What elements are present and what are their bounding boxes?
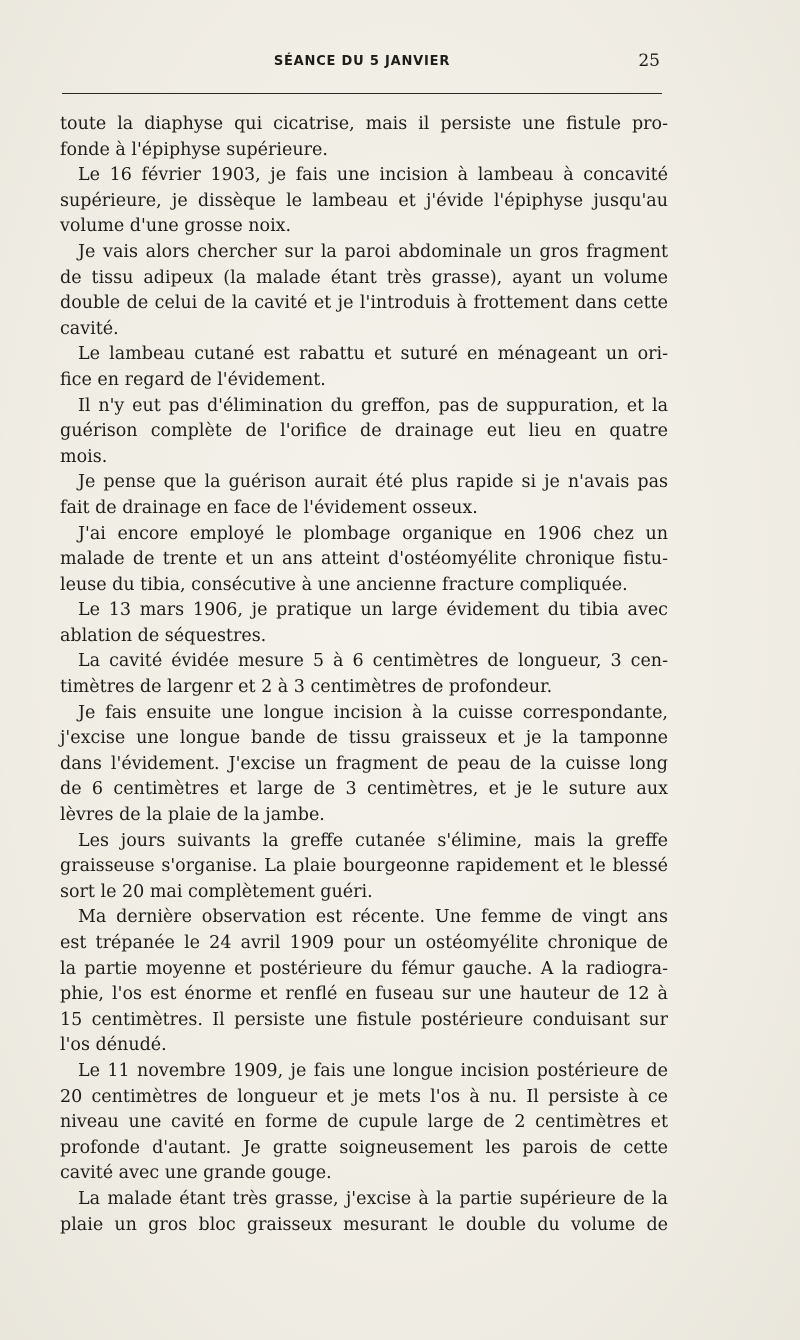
text-line: phie, l'os est énorme et renflé en fuseau sur une hauteur de 12 à [60,984,668,1005]
text-line: Ma dernière observation est récente. Une femme de vingt ans [78,907,668,928]
text-line: leuse du tibia, consécutive à une ancienne fracture compliquée. [60,574,628,595]
text-line: timètres de largenr et 2 à 3 centimètres de profondeur. [60,677,553,698]
text-line: cavité avec une grande gouge. [60,1163,332,1184]
text-line: Je vais alors chercher sur la paroi abdominale un gros fragment [78,241,668,262]
text-line: profonde d'autant. Je gratte soigneusement les parois de cette [60,1137,668,1158]
header-rule [62,93,662,94]
text-line: 20 centimètres de longueur et je mets l'os à nu. Il persiste à ce [60,1086,668,1107]
text-line: Le 13 mars 1906, je pratique un large évidement du tibia avec [78,600,668,621]
text-line: J'ai encore employé le plombage organique en 1906 chez un [78,523,668,544]
text-line: l'os dénudé. [60,1035,167,1056]
text-line: fait de drainage en face de l'évidement osseux. [60,497,478,518]
body-text [60,112,668,1238]
text-line: la partie moyenne et postérieure du fémur gauche. A la radiogra- [60,958,668,979]
text-line: dans l'évidement. J'excise un fragment de peau de la cuisse long [60,753,668,774]
text-line: niveau une cavité en forme de cupule large de 2 centimètres et [60,1112,668,1133]
text-line: Je fais ensuite une longue incision à la cuisse correspondante, [78,702,668,723]
text-line: sort le 20 mai complètement guéri. [60,881,373,902]
text-line: cavité. [60,318,119,339]
text-line: Je pense que la guérison aurait été plus rapide si je n'avais pas [78,472,668,493]
text-line: Le 11 novembre 1909, je fais une longue incision postérieure de [78,1060,668,1081]
text-line: double de celui de la cavité et je l'introduis à frottement dans cette [60,293,668,314]
text-line: La cavité évidée mesure 5 à 6 centimètres de longueur, 3 cen- [78,651,668,672]
running-head: SÉANCE DU 5 JANVIER [273,54,451,69]
text-line: plaie un gros bloc graisseux mesurant le double du volume de [60,1214,668,1235]
text-line: fonde à l'épiphyse supérieure. [60,139,328,160]
text-line: ablation de séquestres. [60,625,267,646]
text-line: est trépanée le 24 avril 1909 pour un ostéomyélite chronique de [60,933,668,953]
text-line: Il n'y eut pas d'élimination du greffon, pas de suppuration, et la [78,395,668,416]
text-line: j'excise une longue bande de tissu graisseux et je la tamponne [60,728,668,749]
text-line: volume d'une grosse noix. [60,216,292,237]
text-line: 15 centimètres. Il persiste une fistule postérieure conduisant sur [60,1009,668,1030]
text-line: lèvres de la plaie de la jambe. [60,805,325,826]
text-line: fice en regard de l'évidement. [60,369,326,390]
text-line: graisseuse s'organise. La plaie bourgeonne rapidement et le blessé [60,856,668,877]
text-line: toute la diaphyse qui cicatrise, mais il persiste une fistule pro- [60,114,668,134]
page-number: 25 [638,51,660,71]
text-line: mois. [60,446,108,467]
text-line: de 6 centimètres et large de 3 centimètres, et je le suture aux [60,779,668,800]
text-line: La malade étant très grasse, j'excise à la partie supérieure de la [78,1188,668,1209]
text-line: Le 16 février 1903, je fais une incision à lambeau à concavité [78,165,668,186]
page-header [62,50,662,74]
text-line: Le lambeau cutané est rabattu et suturé en ménageant un ori- [78,344,668,365]
text-line: de tissu adipeux (la malade étant très grasse), ayant un volume [60,267,668,288]
text-line: guérison complète de l'orifice de drainage eut lieu en quatre [60,421,668,442]
text-line: Les jours suivants la greffe cutanée s'élimine, mais la greffe [78,830,668,851]
text-line: supérieure, je dissèque le lambeau et j'évide l'épiphyse jusqu'au [60,190,668,211]
text-line: malade de trente et un ans atteint d'ostéomyélite chronique fistu- [60,549,668,570]
